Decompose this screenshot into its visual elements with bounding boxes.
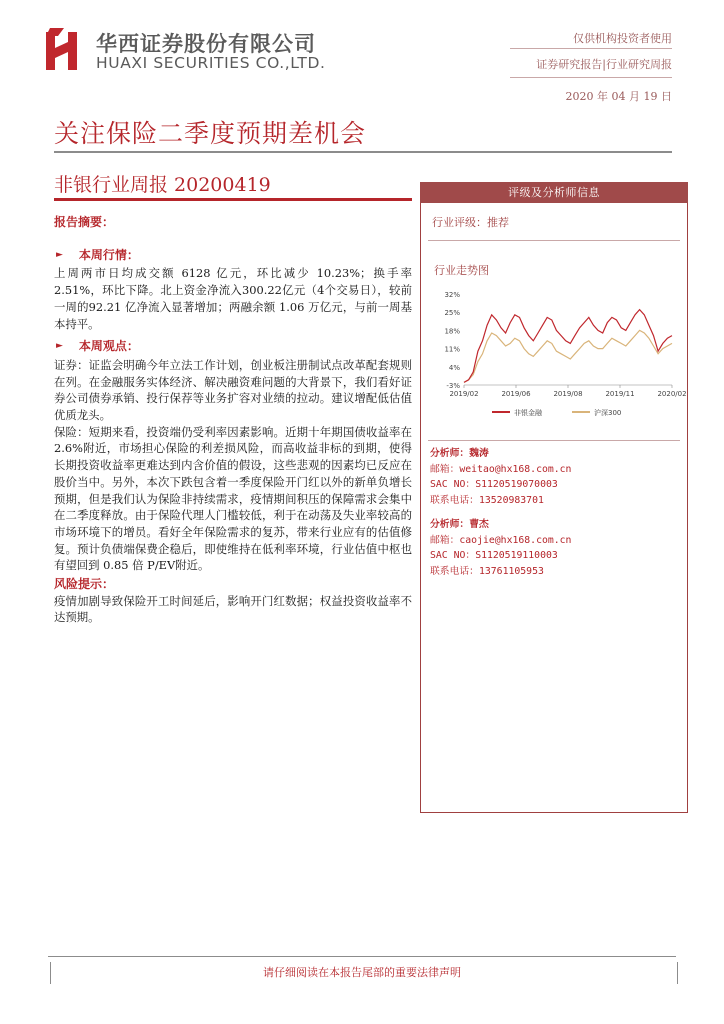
y-tick-label: 18% bbox=[444, 327, 460, 336]
analyst-email[interactable]: weitao@hx168.com.cn bbox=[459, 463, 572, 475]
summary-heading: 报告摘要： bbox=[54, 215, 115, 229]
trend-chart-label: 行业走势图 bbox=[434, 264, 489, 277]
analyst-sac-label: SAC NO： bbox=[430, 550, 476, 561]
weekly-market-text: 上周两市日均成交额 6128 亿元，环比减少 10.23%；换手率 2.51%，环比下降。北上资金净流入300.22亿元（4个交易日），较前一周的92.21 亿净流入显著增加；两融余额 1.06 万亿元，与前一周基本持平。 bbox=[54, 266, 412, 331]
analyst-email-label: 邮箱： bbox=[430, 463, 460, 475]
triangle-bullet-icon: ► bbox=[56, 341, 63, 352]
report-type: 证券研究报告|行业研究周报 bbox=[536, 58, 672, 71]
x-tick-label: 2019/06 bbox=[501, 390, 531, 398]
analyst-name-label: 分析师： bbox=[430, 448, 470, 459]
x-tick-label: 2019/02 bbox=[449, 390, 479, 398]
company-name-en: HUAXI SECURITIES CO.,LTD. bbox=[96, 54, 326, 72]
legend-label: 非银金融 bbox=[514, 409, 542, 417]
subtitle-underline bbox=[54, 198, 412, 201]
risk-heading: 风险提示： bbox=[54, 577, 115, 592]
analyst-card bbox=[430, 517, 571, 579]
analyst-sac: S1120519110003 bbox=[475, 550, 558, 561]
y-tick-label: 25% bbox=[444, 309, 460, 318]
analyst-phone: 13520983701 bbox=[478, 494, 544, 506]
analyst-phone-label: 联系电话： bbox=[430, 565, 479, 577]
report-title: 关注保险二季度预期差机会 bbox=[54, 119, 367, 148]
x-tick-label: 2020/02 bbox=[657, 390, 687, 398]
y-tick-label: 4% bbox=[448, 363, 460, 372]
weekly-market-heading-text: 本周行情： bbox=[78, 247, 139, 262]
series-line bbox=[464, 330, 672, 382]
analyst-name-label: 分析师： bbox=[430, 519, 470, 530]
industry-rating: 行业评级：推荐 bbox=[432, 216, 509, 229]
analyst-email-label: 邮箱： bbox=[430, 534, 460, 546]
report-summary bbox=[54, 214, 412, 626]
analyst-name: 曹杰 bbox=[469, 519, 489, 530]
panel-heading: 评级及分析师信息 bbox=[420, 182, 688, 203]
company-name-cn: 华西证券股份有限公司 bbox=[96, 32, 316, 56]
views-heading bbox=[54, 338, 412, 355]
y-tick-label: -3% bbox=[446, 382, 460, 390]
panel-divider bbox=[428, 240, 680, 241]
analyst-sac: S1120519070003 bbox=[475, 479, 558, 490]
y-tick-label: 11% bbox=[444, 345, 460, 354]
title-divider bbox=[54, 151, 672, 153]
analyst-sac-label: SAC NO： bbox=[430, 479, 476, 490]
header-divider bbox=[510, 48, 672, 49]
analyst-name: 魏涛 bbox=[469, 448, 489, 459]
analyst-card bbox=[430, 446, 571, 508]
industry-trend-chart bbox=[432, 284, 687, 424]
views-heading-text: 本周观点： bbox=[78, 339, 139, 354]
huaxi-logo-icon bbox=[44, 28, 84, 72]
report-subtitle: 非银行业周报 20200419 bbox=[54, 174, 271, 196]
report-date: 2020 年 04 月 19 日 bbox=[565, 90, 672, 103]
view-securities: 证券：证监会明确今年立法工作计划，创业板注册制试点改革配套规则在列。在金融服务实体经济、解决融资难问题的大背景下，我们看好证券公司债券承销、投行保荐等业务扩容对业绩的拉动。建议增配低估值优质龙头。 bbox=[54, 357, 412, 423]
weekly-market-heading bbox=[54, 247, 412, 264]
analyst-phone: 13761105953 bbox=[478, 565, 544, 577]
view-insurance: 保险：短期来看，投资端仍受利率因素影响。近期十年期国债收益率在 2.6%附近，市场担心保险的利差损风险，而高收益非标的到期，使得长期投资收益率更难达到内含价值的假设，这些悲观的因素均已反应在股价当中。另外，本次下跌包含着一季度保险开门红以外的新单负增长预期，但是我们认为保险非持续需求，疫情期间积压的保障需求会集中在二季度释放。由于保险代理人门槛较低，利于在动荡及失业率较高的市场环境下的增员。看好全年保险需求的复苏，带来行业应有的估值修复。预计负债端保费企稳后，即使维持在低利率环境，行业估值中枢也有望回到 0.85 倍 P/EV附近。 bbox=[54, 424, 412, 573]
panel-divider bbox=[428, 440, 680, 441]
audience-note: 仅供机构投资者使用 bbox=[573, 32, 672, 45]
legend-label: 沪深300 bbox=[594, 409, 622, 417]
footer-divider bbox=[48, 956, 676, 957]
header-divider bbox=[510, 77, 672, 78]
analyst-phone-label: 联系电话： bbox=[430, 494, 479, 506]
y-tick-label: 32% bbox=[444, 291, 460, 299]
x-tick-label: 2019/11 bbox=[605, 390, 635, 398]
x-tick-label: 2019/08 bbox=[553, 390, 583, 398]
risk-text: 疫情加剧导致保险开工时间延后，影响开门红数据；权益投资收益率不达预期。 bbox=[54, 593, 412, 625]
triangle-bullet-icon: ► bbox=[56, 249, 63, 260]
series-line bbox=[464, 310, 672, 383]
analyst-email[interactable]: caojie@hx168.com.cn bbox=[459, 534, 572, 546]
legal-disclaimer: 请仔细阅读在本报告尾部的重要法律声明 bbox=[263, 966, 461, 979]
